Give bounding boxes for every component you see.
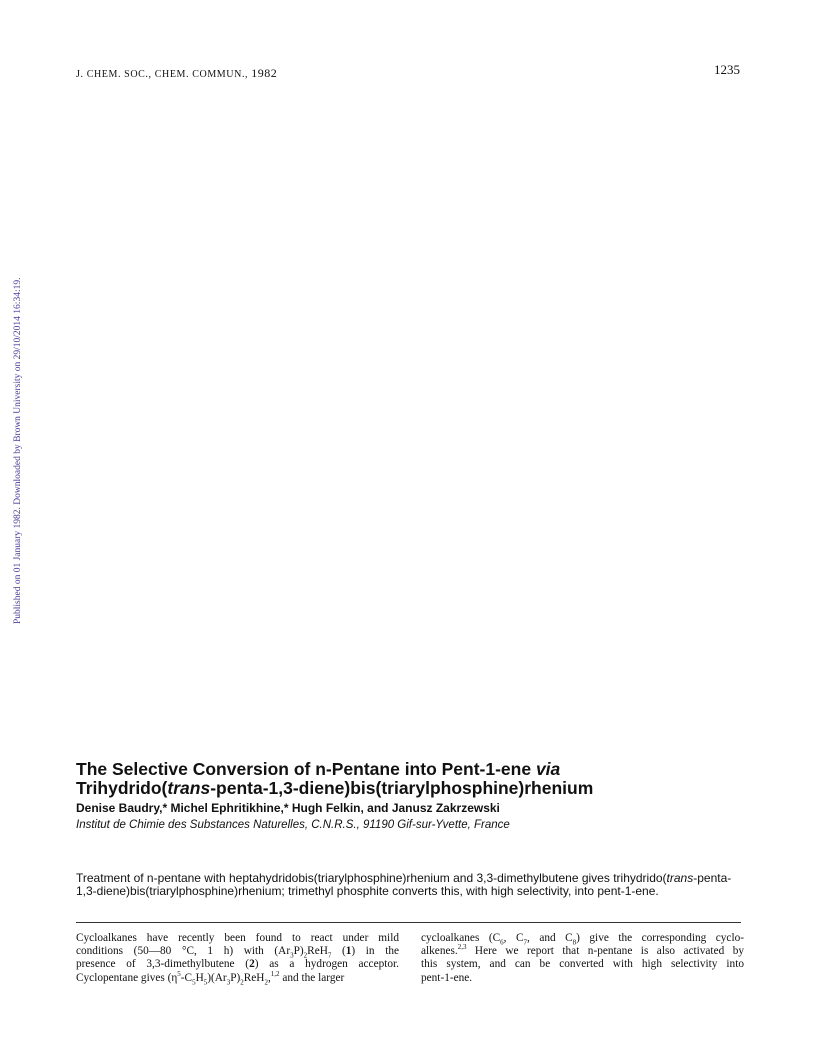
title-line2-prefix: Trihydrido( (76, 778, 168, 798)
body-line: this system, and can be converted with high selectivity into (421, 958, 744, 971)
body-column-right (421, 932, 744, 985)
body-line: Cycloalkanes have recently been found to react under mild (76, 932, 399, 944)
body-column-left (76, 932, 399, 985)
body-line: presence of 3,3-dimethylbutene (2) as a hydrogen acceptor. (76, 958, 399, 971)
body-line: alkenes.$^{2,3}$ Here we report that n-pentane is also activated by (421, 943, 744, 958)
journal-year: 1982 (251, 66, 278, 80)
abstract-trans: trans (666, 871, 694, 885)
affiliation: Institut de Chimie des Substances Naturelles, C.N.R.S., 91190 Gif-sur-Yvette, France (76, 819, 510, 831)
download-notice: Published on 01 January 1982. Downloaded by Brown University on 29/10/2014 16:34:19. (13, 277, 23, 624)
journal-name: J. CHEM. SOC., CHEM. COMMUN., (76, 69, 249, 80)
title-trans: trans (167, 778, 211, 798)
title-line1: The Selective Conversion of n-Pentane into Pent-1-ene (76, 759, 536, 779)
abstract-part2: -penta-1,3-diene)bis(triarylphosphine)rhenium; trimethyl phosphite converts this, with high selectivity, into pent-1-ene. (76, 871, 732, 898)
body-line: cycloalkanes ($C_6$, $C_7$, and $C_8$) give the corresponding cyclo- (421, 932, 744, 947)
abstract (76, 872, 746, 898)
body-line: Cyclopentane gives $(\eta^5-C_5H_5)(Ar_3P)_2ReH_2,^{1,2}$ and the larger (76, 969, 345, 986)
body-line: conditions (50—80 °C, 1 h) with $(Ar_3P)_2ReH_7$ (1) in the (76, 945, 399, 960)
body-line: pent-1-ene. (421, 971, 473, 984)
abstract-part1: Treatment of n-pentane with heptahydridobis(triarylphosphine)rhenium and 3,3-dimethylbutene gives trihydrido( (76, 871, 667, 885)
author-list: Denise Baudry,* Michel Ephritikhine,* Hugh Felkin, and Janusz Zakrzewski (76, 801, 500, 815)
page-number: 1235 (714, 62, 740, 77)
section-divider (76, 922, 741, 923)
running-head (76, 66, 277, 81)
article-title (76, 760, 746, 798)
title-line2-suffix: -penta-1,3-diene)bis(triarylphosphine)rhenium (210, 778, 594, 798)
title-via: via (535, 759, 561, 779)
